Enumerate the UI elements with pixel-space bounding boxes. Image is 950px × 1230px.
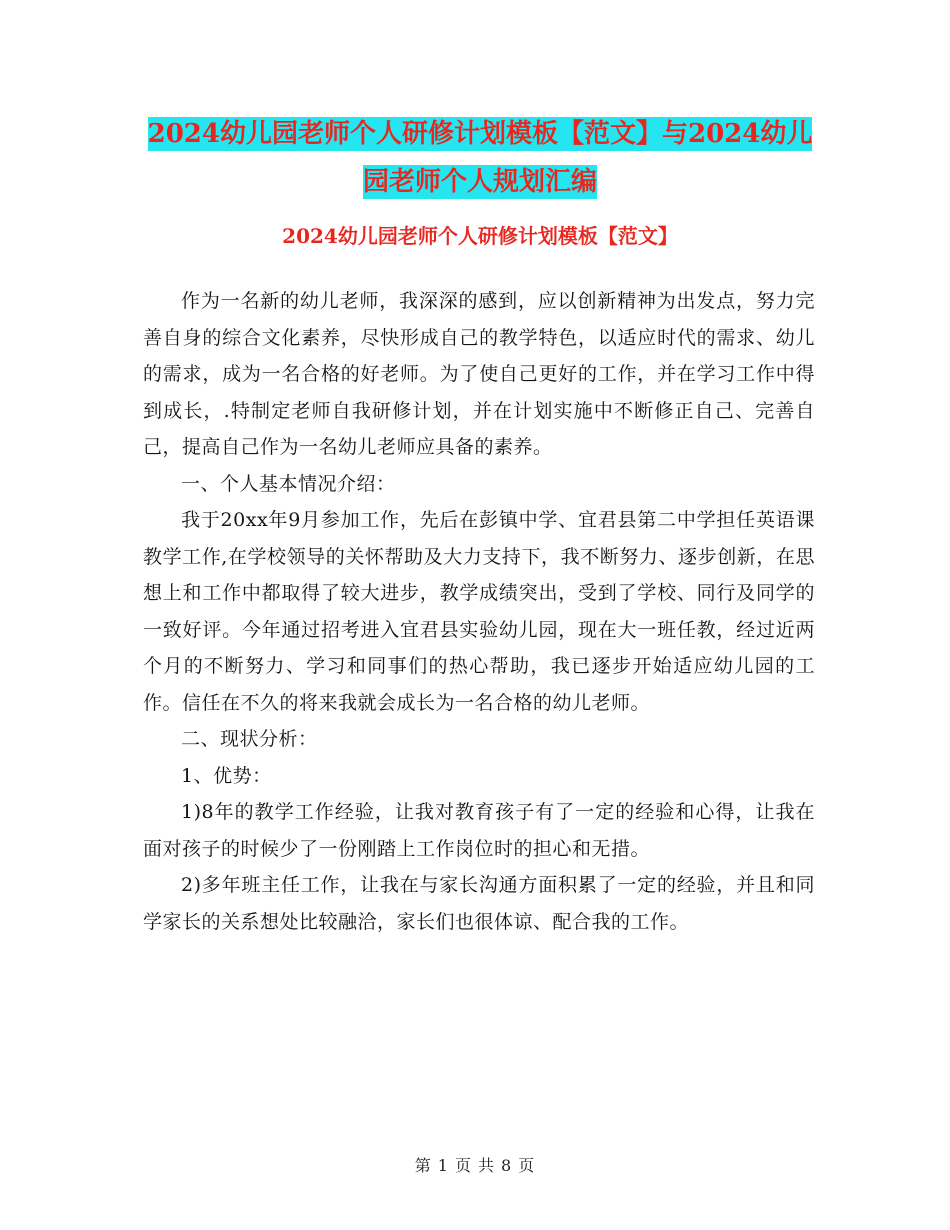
page-label-suffix: 页 (518, 1156, 536, 1175)
page-label-prefix: 第 (414, 1156, 432, 1175)
heading-status-analysis: 二、现状分析： (181, 728, 318, 750)
paragraph-personal-info: 我于20xx年9月参加工作，先后在彭镇中学、宜君县第二中学担任英语课教学工作,在学校领导的关怀帮助及大力支持下，我不断努力、逐步创新，在思想上和工作中都取得了较大进步，教学成绩突出，受到了学校、同行及同学的一致好评。今年通过招考进入宜君县实验幼儿园，现在大一班任教，经过近两个月的不断努力、学习和同事们的热心帮助，我已逐步开始适应幼儿园的工作。信任在不久的将来我就会成长为一名合格的幼儿老师。 (143, 509, 815, 714)
heading-advantages: 1、优势： (181, 764, 272, 787)
paragraph-advantage-1: 1)8年的教学工作经验，让我对教育孩子有了一定的经验和心得，让我在面对孩子的时候少了一份刚踏上工作岗位时的担心和无措。 (143, 801, 815, 860)
page-footer (0, 1153, 950, 1176)
document-body (143, 283, 815, 940)
document-title (140, 110, 820, 206)
current-page-number: 1 (437, 1156, 449, 1175)
document-title-text: 2024幼儿园老师个人研修计划模板【范文】与2024幼儿园老师个人规划汇编 (147, 119, 813, 197)
paragraph-intro: 作为一名新的幼儿老师，我深深的感到，应以创新精神为出发点，努力完善自身的综合文化素养，尽快形成自己的教学特色，以适应时代的需求、幼儿的需求，成为一名合格的好老师。为了使自己更好的工作，并在学习工作中得到成长，.特制定老师自我研修计划，并在计划实施中不断修正自己、完善自己，提高自己作为一名幼儿老师应具备的素养。 (143, 290, 815, 458)
total-pages-number: 8 (501, 1156, 513, 1175)
heading-personal-info: 一、个人基本情况介绍： (181, 472, 396, 495)
page-label-mid: 页 共 (454, 1156, 496, 1175)
paragraph-advantage-2: 2)多年班主任工作，让我在与家长沟通方面积累了一定的经验，并且和同学家长的关系想处比较融洽，家长们也很体谅、配合我的工作。 (143, 874, 815, 933)
section-title: 2024幼儿园老师个人研修计划模板【范文】 (282, 224, 678, 248)
